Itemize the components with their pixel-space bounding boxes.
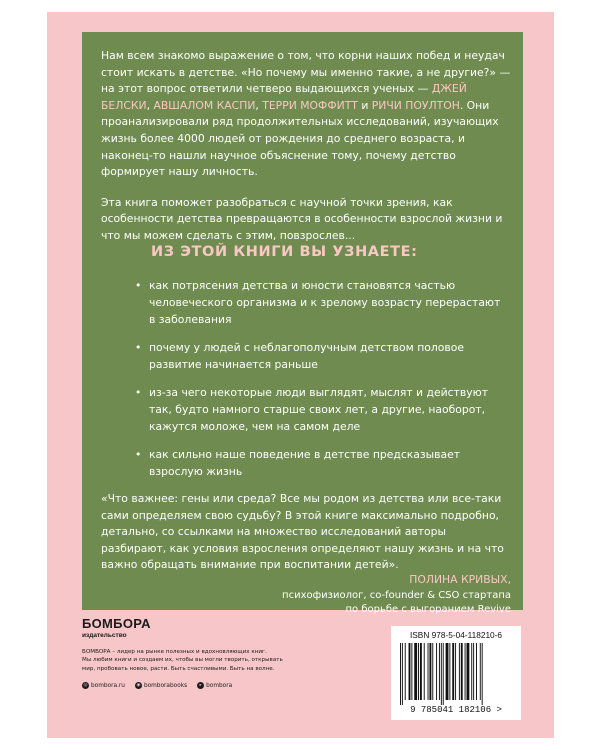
list-item: • почему у людей с неблагополучным детством половое развитие начинается раньше [135,341,464,371]
author-name: АВШАЛОМ КАСПИ [153,98,256,112]
bullet: • [135,279,142,292]
barcode-digits: 9 785041 182106 > [410,705,502,715]
instagram-icon: ◉ [136,683,141,689]
author-name: РИЧИ ПОУЛТОН [371,98,460,112]
social-icon: ▸ [197,682,204,689]
list-item: • из-за чего некоторые люди выглядят, мыслят и действуют так, будто намного старше своих лет, а другие, наоборот, кажутся моложе, чем на самом деле [135,386,488,433]
author-name: ТЕРРИ МОФФИТТ [262,98,358,112]
list-item: • как потрясения детства и юности становятся частью человеческого организма и к зрелому возрасту перерастают в заболевания [135,279,501,326]
bullet: • [135,386,142,399]
publisher-block [82,617,342,689]
intro-paragraph-2: Эта книга поможет разобраться с научной точки зрения, как особенности детства превращаются в особенности взрослой жизни и что мы можем сделать с этим, повзрослев... [101,195,503,242]
barcode-image [400,643,512,705]
bullet: • [135,341,142,354]
reviewer-role: психофизиолог, co-founder & CSO стартапа [282,590,511,601]
learn-list [135,277,505,491]
reviewer-name: ПОЛИНА КРИВЫХ, [409,573,511,586]
bullet: • [135,448,142,461]
social-link-site[interactable]: ◎ bombora.ru [83,682,125,689]
quote-signature [211,573,511,617]
globe-icon: ◎ [83,683,88,689]
list-item: • как сильно наше поведение в детстве предсказывает взрослую жизнь [135,448,461,478]
social-link-instagram[interactable]: ◉ bomborabooks [136,682,188,689]
green-text-panel [82,32,523,615]
publisher-logo: БОМБОРА [82,616,151,631]
social-links [82,682,342,689]
social-link-networks[interactable]: ▸ bombora [197,682,232,689]
reviewer-role: по борьбе с выгоранием Revive [345,604,511,615]
author-name: ДЖЕЙ БЕЛСКИ [101,82,467,112]
publisher-blurb: БОМБОРА – лидер на рынке полезных и вдохновляющих книг. Мы любим книги и создаем их, чтобы вы могли творить, открывать мир, пробовать новое, расти. Быть счастливыми. Быть на волне. [82,649,283,672]
review-quote: «Что важнее: гены или среда? Все мы родом из детства или все-таки сами определяем свою судьбу? В этой книге максимально подробно, детально, со ссылками на множество исследований авторы разбирают, как условия взросления определяют нашу жизнь и на что важно обращать внимание при воспитании детей». [101,492,504,572]
learn-heading: ИЗ ЭТОЙ КНИГИ ВЫ УЗНАЕТЕ: [151,244,418,260]
intro-text [101,48,511,245]
barcode-box [391,626,521,720]
publisher-logo-sub: издательство [82,632,127,639]
isbn-label: ISBN 978-5-04-118210-6 [409,630,503,640]
intro-paragraph-1: Нам всем знакомо выражение о том, что корни наших побед и неудач стоит искать в детстве. «Но почему мы именно такие, а не другие?» — на этот вопрос ответили четверо выдающихся ученых — ДЖЕЙ БЕЛСКИ, АВШАЛОМ КАСПИ, ТЕРРИ МОФФИТТ и РИЧИ ПОУЛТОН. Они проанализировали ряд продолжительных исследований, изучающих жизнь более 4000 людей от рождения до среднего возраста, и наконец-то нашли научное объяснение тому, почему детство формирует нашу личность. [101,49,511,179]
